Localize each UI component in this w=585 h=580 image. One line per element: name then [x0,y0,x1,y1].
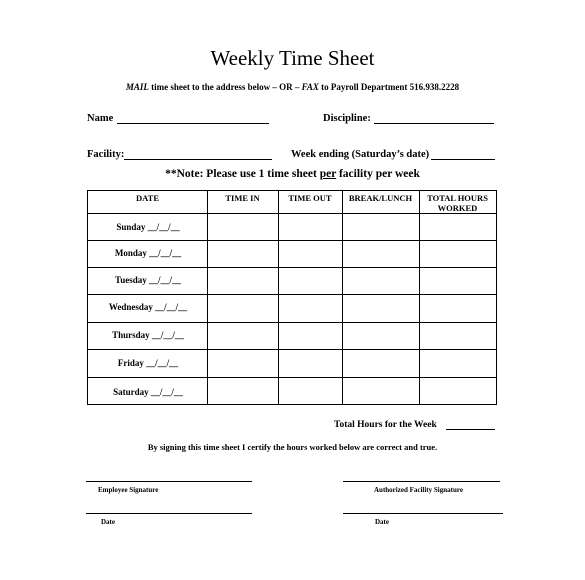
discipline-line[interactable] [374,123,494,124]
mail-label: MAIL [125,82,149,92]
day-sunday: Sunday __/__/__ [116,222,180,232]
instructions-text-2: to Payroll Department 516.938.2228 [318,82,460,92]
employee-date-line[interactable] [86,513,252,514]
header-total-line-2: WORKED [437,203,478,213]
employee-signature-label: Employee Signature [98,486,159,494]
facility-date-line[interactable] [343,513,503,514]
time-table [87,190,497,405]
page-title: Weekly Time Sheet [210,46,375,70]
header-date: DATE [136,193,159,203]
day-thursday: Thursday __/__/__ [112,330,184,340]
row-divider [88,267,496,268]
total-hours-week-line[interactable] [446,429,495,430]
fax-label: FAX [301,82,319,92]
employee-date-label: Date [101,518,115,526]
facility-signature-label: Authorized Facility Signature [374,486,463,494]
mail-fax-instructions [0,82,585,92]
note-part-1: **Note: Please use 1 time sheet [165,168,320,180]
facility-date-label: Date [375,518,389,526]
row-divider [88,240,496,241]
discipline-label: Discipline: [323,113,371,124]
note-part-2: facility per week [336,168,420,180]
name-label: Name [87,113,114,124]
certification-text: By signing this time sheet I certify the hours worked below are correct and true. [147,442,438,452]
header-time-out: TIME OUT [288,193,332,203]
facility-line[interactable] [124,159,272,160]
header-break-lunch: BREAK/LUNCH [348,193,413,203]
instructions-text-1: time sheet to the address below – OR – [148,82,302,92]
week-ending-label: Week ending (Saturday’s date) [291,149,430,160]
row-divider [88,377,496,378]
col-divider-4 [419,191,420,404]
header-time-in: TIME IN [225,193,260,203]
facility-signature-line[interactable] [343,481,500,482]
col-divider-2 [278,191,279,404]
day-wednesday: Wednesday __/__/__ [108,302,188,312]
day-monday: Monday __/__/__ [114,248,182,258]
header-total-hours [419,193,496,213]
row-divider [88,322,496,323]
day-saturday: Saturday __/__/__ [113,387,183,397]
note-emphasis: per [319,168,337,180]
name-line[interactable] [117,123,269,124]
total-hours-week-label: Total Hours for the Week [334,420,437,430]
facility-label: Facility: [87,149,125,160]
row-divider [88,349,496,350]
header-divider [88,213,496,214]
day-friday: Friday __/__/__ [117,358,179,368]
col-divider-3 [342,191,343,404]
employee-signature-line[interactable] [86,481,252,482]
note-text [0,168,585,180]
row-divider [88,294,496,295]
day-tuesday: Tuesday __/__/__ [115,275,181,285]
week-ending-line[interactable] [431,159,495,160]
header-total-line-1: TOTAL HOURS [427,193,488,203]
